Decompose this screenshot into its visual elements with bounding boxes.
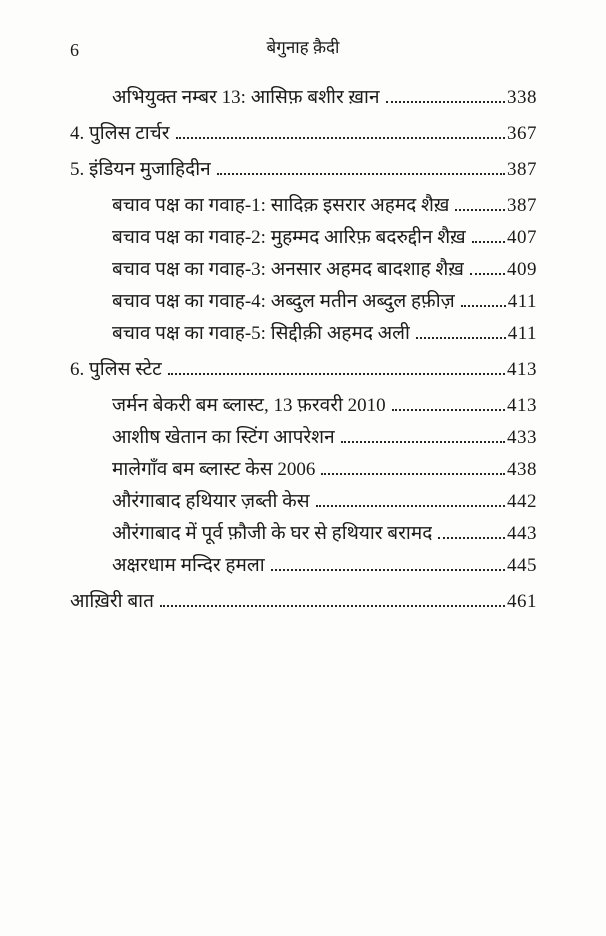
toc-entry-label: अभियुक्त नम्बर 13: आसिफ़ बशीर ख़ान [112,87,380,108]
toc-entry-page-number: 411 [507,291,537,312]
toc-entry-label: औरंगाबाद हथियार ज़ब्ती केस [112,491,310,512]
toc-entry [70,425,537,450]
toc-entry-label: आख़िरी बात [70,591,154,612]
dotted-leader [472,240,505,243]
toc-entry [70,193,537,218]
toc-entry-page-number: 411 [507,323,537,344]
dotted-leader [341,440,505,443]
toc-entry-page-number: 338 [507,87,537,108]
toc-entry-page-number: 461 [507,591,537,612]
dotted-leader [392,408,505,411]
toc-entry-page-number: 387 [507,195,537,216]
toc-entry [70,357,537,382]
toc-entry-page-number: 443 [507,523,537,544]
dotted-leader [416,336,506,339]
toc-entry-label: अक्षरधाम मन्दिर हमला [112,555,265,576]
dotted-leader [438,536,505,539]
toc-entry [70,157,537,182]
table-of-contents [70,78,537,614]
toc-entry [70,489,537,514]
toc-entry-page-number: 413 [507,359,537,380]
toc-entry-label: बचाव पक्ष का गवाह-3: अनसार अहमद बादशाह शैख़ [112,259,464,280]
toc-entry [70,257,537,282]
toc-entry-label: औरंगाबाद में पूर्व फ़ौजी के घर से हथियार बरामद [112,523,433,544]
toc-entry-page-number: 438 [507,459,537,480]
dotted-leader [176,136,505,139]
toc-entry-label: बचाव पक्ष का गवाह-5: सिद्दीक़ी अहमद अली [112,323,410,344]
dotted-leader [271,568,505,571]
book-title-header: बेगुनाह क़ैदी [266,38,340,57]
toc-entry-label: 4. पुलिस टार्चर [70,123,170,144]
dotted-leader [168,372,505,375]
dotted-leader [160,604,505,607]
toc-entry-page-number: 433 [507,427,537,448]
toc-entry [70,289,537,314]
dotted-leader [217,172,505,175]
toc-entry [70,521,537,546]
toc-entry-label: बचाव पक्ष का गवाह-1: सादिक़ इसरार अहमद शैख़ [112,195,450,216]
toc-entry [70,225,537,250]
toc-entry-page-number: 367 [507,123,537,144]
dotted-leader [461,304,506,307]
toc-entry [70,393,537,418]
dotted-leader [470,272,505,275]
toc-entry-page-number: 445 [507,555,537,576]
toc-entry [70,321,537,346]
toc-entry-page-number: 413 [507,395,537,416]
toc-entry-label: मालेगाँव बम ब्लास्ट केस 2006 [112,459,316,480]
dotted-leader [316,504,505,507]
running-head [0,0,606,64]
toc-entry [70,121,537,146]
page-number-folio: 6 [70,40,79,60]
toc-entry [70,589,537,614]
dotted-leader [321,472,505,475]
toc-entry-label: जर्मन बेकरी बम ब्लास्ट, 13 फ़रवरी 2010 [112,395,386,416]
toc-entry-label: आशीष खेतान का स्टिंग आपरेशन [112,427,335,448]
dotted-leader [455,208,505,211]
toc-entry-page-number: 407 [507,227,537,248]
toc-entry [70,553,537,578]
toc-entry-label: बचाव पक्ष का गवाह-4: अब्दुल मतीन अब्दुल हफ़ीज़ [112,291,455,312]
toc-entry-label: बचाव पक्ष का गवाह-2: मुहम्मद आरिफ़ बदरुद्दीन शैख़ [112,227,466,248]
dotted-leader [386,100,506,103]
toc-entry-page-number: 387 [507,159,537,180]
toc-entry-label: 6. पुलिस स्टेट [70,359,162,380]
toc-entry-label: 5. इंडियन मुजाहिदीन [70,159,211,180]
toc-entry-page-number: 409 [507,259,537,280]
toc-entry-page-number: 442 [507,491,537,512]
toc-entry [70,85,537,110]
toc-entry [70,457,537,482]
